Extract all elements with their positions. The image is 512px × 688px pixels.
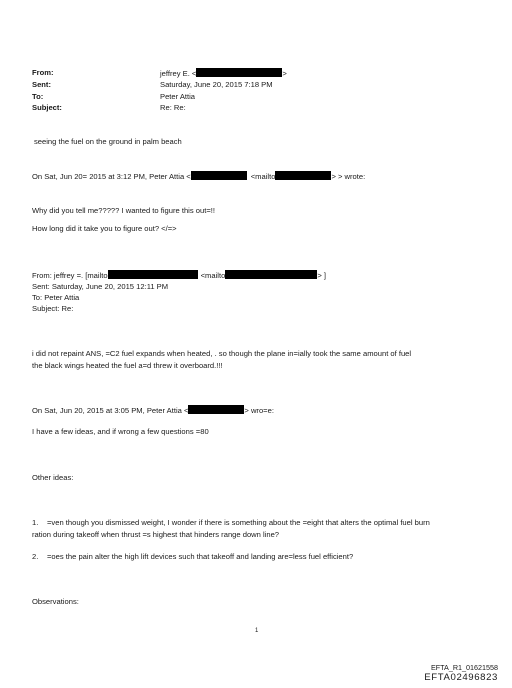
redaction-bar xyxy=(108,270,198,279)
subject-value: Re: Re: xyxy=(160,103,186,112)
paragraph-line-2: the black wings heated the fuel a=d threw it overboard.!!! xyxy=(32,361,223,370)
from-value xyxy=(160,68,287,79)
quote1-text-a: On Sat, Jun 20= 2015 at 3:12 PM, Peter Attia < xyxy=(32,172,191,181)
body-line-fuel: seeing the fuel on the ground in palm beach xyxy=(34,137,182,146)
fwd-from-a: From: jeffrey =. [mailto xyxy=(32,271,108,280)
to-value: Peter Attia xyxy=(160,92,196,101)
from-close: > xyxy=(282,69,287,78)
to-label: To: xyxy=(32,92,44,101)
sent-value: Saturday, June 20, 2015 7:18 PM xyxy=(160,80,273,89)
page-number: 1 xyxy=(255,628,259,634)
quote1-text-c: > > wrote: xyxy=(331,172,366,181)
redaction-bar xyxy=(275,171,331,180)
list-item-1-line-2: ration during takeoff when thrust =s highest that hinders range down line? xyxy=(32,530,280,539)
other-ideas-heading: Other ideas: xyxy=(32,473,74,482)
fwd-from-line xyxy=(32,270,326,281)
body-line-ideas: I have a few ideas, and if wrong a few questions =80 xyxy=(32,427,209,436)
fwd-to-line: To: Peter Attia xyxy=(32,293,80,302)
quote-header-2 xyxy=(32,405,274,416)
subject-label: Subject: xyxy=(32,103,62,112)
from-label: From: xyxy=(32,68,54,77)
fwd-subject-line: Subject: Re: xyxy=(32,304,74,313)
body-line-why: Why did you tell me????? I wanted to figure this out=!! xyxy=(32,206,215,215)
observations-heading: Observations: xyxy=(32,597,79,606)
list-item-2 xyxy=(32,552,353,562)
list-item-2-number: 2. xyxy=(32,552,39,561)
fwd-from-c: > ] xyxy=(317,271,326,280)
redaction-bar xyxy=(191,171,247,180)
footer-id-2: EFTA02496823 xyxy=(424,672,498,683)
list-item-1-line-1 xyxy=(32,518,430,528)
fwd-from-b: <mailto xyxy=(200,271,226,280)
redaction-bar xyxy=(225,270,317,279)
redaction-bar xyxy=(188,405,244,414)
quote-header-1 xyxy=(32,171,365,182)
redaction-bar xyxy=(196,68,282,77)
paragraph-line-1: i did not repaint ANS, =C2 fuel expands when heated, . so though the plane in=ially took the same amount of fuel xyxy=(32,349,412,358)
body-line-how-long: How long did it take you to figure out? </=> xyxy=(32,224,177,233)
list-item-2-text: =oes the pain alter the high lift devices such that takeoff and landing are=less fuel efficient? xyxy=(47,552,354,561)
from-name: jeffrey E. < xyxy=(160,69,197,78)
footer-id-1: EFTA_R1_01621558 xyxy=(431,663,498,672)
fwd-sent-line: Sent: Saturday, June 20, 2015 12:11 PM xyxy=(32,282,169,291)
list-item-1-number: 1. xyxy=(32,518,39,527)
quote2-text-b: > wro=e: xyxy=(244,406,274,415)
quote1-text-b: <mailto xyxy=(250,172,276,181)
list-item-1-text: =ven though you dismissed weight, I wonder if there is something about the =eight that alters the optimal fuel burn xyxy=(47,518,430,527)
quote2-text-a: On Sat, Jun 20, 2015 at 3:05 PM, Peter Attia < xyxy=(32,406,189,415)
sent-label: Sent: xyxy=(32,80,51,89)
